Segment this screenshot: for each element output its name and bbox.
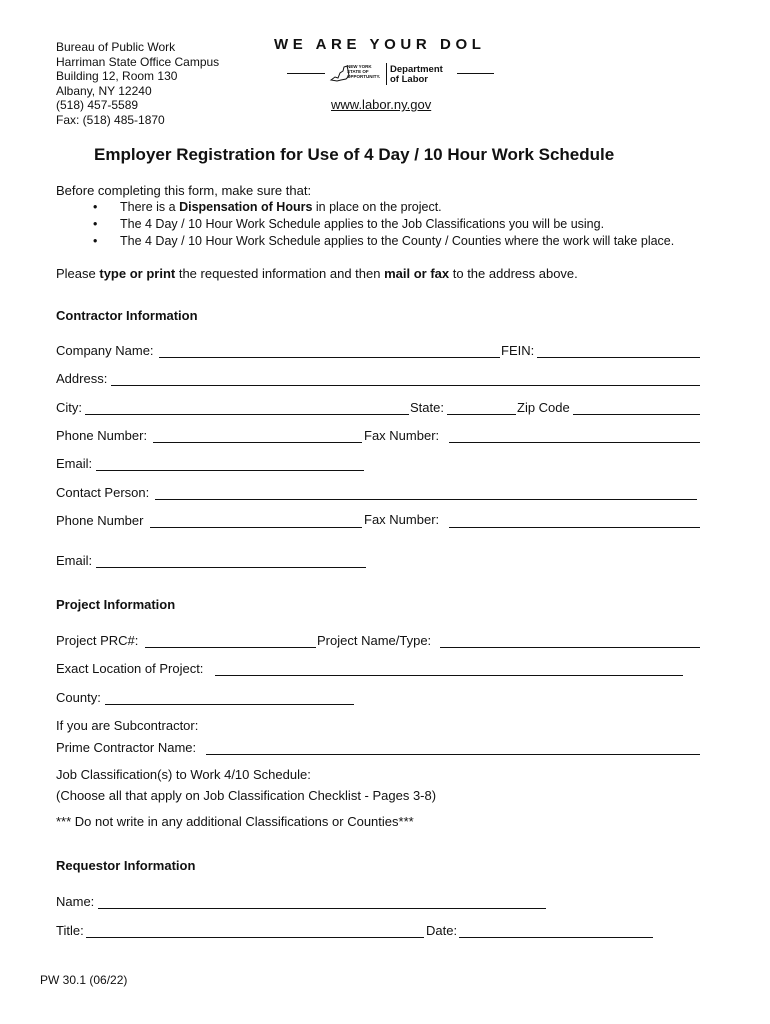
fax-label: Fax Number: xyxy=(364,428,440,443)
phone-line: (518) 457-5589 xyxy=(56,98,139,112)
requestor-name-label: Name: xyxy=(56,894,95,909)
county-label: County: xyxy=(56,690,101,705)
state-field[interactable] xyxy=(447,414,516,415)
contact-email-field[interactable] xyxy=(96,567,366,568)
address-line: Building 12, Room 130 xyxy=(56,69,178,83)
contact-fax-label: Fax Number: xyxy=(364,512,440,527)
prerequisite-list xyxy=(93,199,674,250)
city-label: City: xyxy=(56,400,82,415)
project-section-heading: Project Information xyxy=(56,597,176,612)
logo-state-text: NEW YORK STATE OF OPPORTUNITY. xyxy=(347,64,381,79)
agency-address xyxy=(56,40,219,127)
company-name-label: Company Name: xyxy=(56,343,154,358)
requestor-name-field[interactable] xyxy=(98,908,546,909)
prime-contractor-field[interactable] xyxy=(206,754,700,755)
address-line: Albany, NY 12240 xyxy=(56,83,152,98)
intro-text: Before completing this form, make sure that: xyxy=(56,183,312,198)
nys-dol-logo xyxy=(287,60,494,88)
contact-phone-label: Phone Number xyxy=(56,513,144,528)
city-field[interactable] xyxy=(85,414,409,415)
address-line: Bureau of Public Work xyxy=(56,40,176,54)
email-label: Email: xyxy=(56,456,93,471)
fein-field[interactable] xyxy=(537,357,700,358)
logo-rule-right xyxy=(457,73,494,74)
list-item: • The 4 Day / 10 Hour Work Schedule applies to the County / Counties where the work will take place. xyxy=(93,233,674,250)
project-name-field[interactable] xyxy=(440,647,700,648)
fein-label: FEIN: xyxy=(501,343,535,358)
logo-department xyxy=(390,65,443,85)
prime-contractor-label: Prime Contractor Name: xyxy=(56,740,197,755)
list-item: • There is a Dispensation of Hours in place on the project. xyxy=(93,199,674,216)
zip-field[interactable] xyxy=(573,414,700,415)
address-field[interactable] xyxy=(111,385,700,386)
zip-label: Zip Code xyxy=(517,400,570,415)
fax-line: Fax: (518) 485-1870 xyxy=(56,112,165,127)
contact-person-field[interactable] xyxy=(155,499,697,500)
date-label: Date: xyxy=(426,923,458,938)
contractor-section-heading: Contractor Information xyxy=(56,308,198,323)
form-title: Employer Registration for Use of 4 Day / 10 Hour Work Schedule xyxy=(94,145,615,164)
phone-field[interactable] xyxy=(153,442,362,443)
date-field[interactable] xyxy=(459,937,653,938)
address-label: Address: xyxy=(56,371,108,386)
project-name-label: Project Name/Type: xyxy=(317,633,432,648)
logo-dept-line: of Labor xyxy=(390,74,428,85)
dol-slogan: WE ARE YOUR DOL xyxy=(274,36,486,53)
requestor-title-label: Title: xyxy=(56,923,84,938)
instruction-text: Please type or print the requested information and then mail or fax to the address above. xyxy=(56,266,578,281)
county-field[interactable] xyxy=(105,704,354,705)
subcontractor-note: If you are Subcontractor: xyxy=(56,718,199,733)
address-line: Harriman State Office Campus xyxy=(56,54,220,69)
logo-dept-line: Department xyxy=(390,64,443,75)
contact-person-label: Contact Person: xyxy=(56,485,150,500)
prc-label: Project PRC#: xyxy=(56,633,139,648)
phone-label: Phone Number: xyxy=(56,428,148,443)
contact-fax-field[interactable] xyxy=(449,527,700,528)
contact-email-label: Email: xyxy=(56,553,93,568)
logo-divider xyxy=(386,63,387,85)
requestor-title-field[interactable] xyxy=(86,937,424,938)
list-item: • The 4 Day / 10 Hour Work Schedule applies to the Job Classifications you will be using. xyxy=(93,216,674,233)
job-class-label: Job Classification(s) to Work 4/10 Schedule: xyxy=(56,767,311,782)
form-number: PW 30.1 (06/22) xyxy=(40,973,128,987)
contact-phone-field[interactable] xyxy=(150,527,362,528)
prc-field[interactable] xyxy=(145,647,316,648)
location-label: Exact Location of Project: xyxy=(56,661,204,676)
fax-field[interactable] xyxy=(449,442,700,443)
job-class-note: (Choose all that apply on Job Classification Checklist - Pages 3-8) xyxy=(56,788,437,803)
location-field[interactable] xyxy=(215,675,683,676)
warning-note: *** Do not write in any additional Classifications or Counties*** xyxy=(56,814,414,829)
website-link[interactable]: www.labor.ny.gov xyxy=(331,97,432,112)
requestor-section-heading: Requestor Information xyxy=(56,858,196,873)
company-name-field[interactable] xyxy=(159,357,500,358)
logo-rule-left xyxy=(287,73,325,74)
email-field[interactable] xyxy=(96,470,364,471)
state-label: State: xyxy=(410,400,444,415)
